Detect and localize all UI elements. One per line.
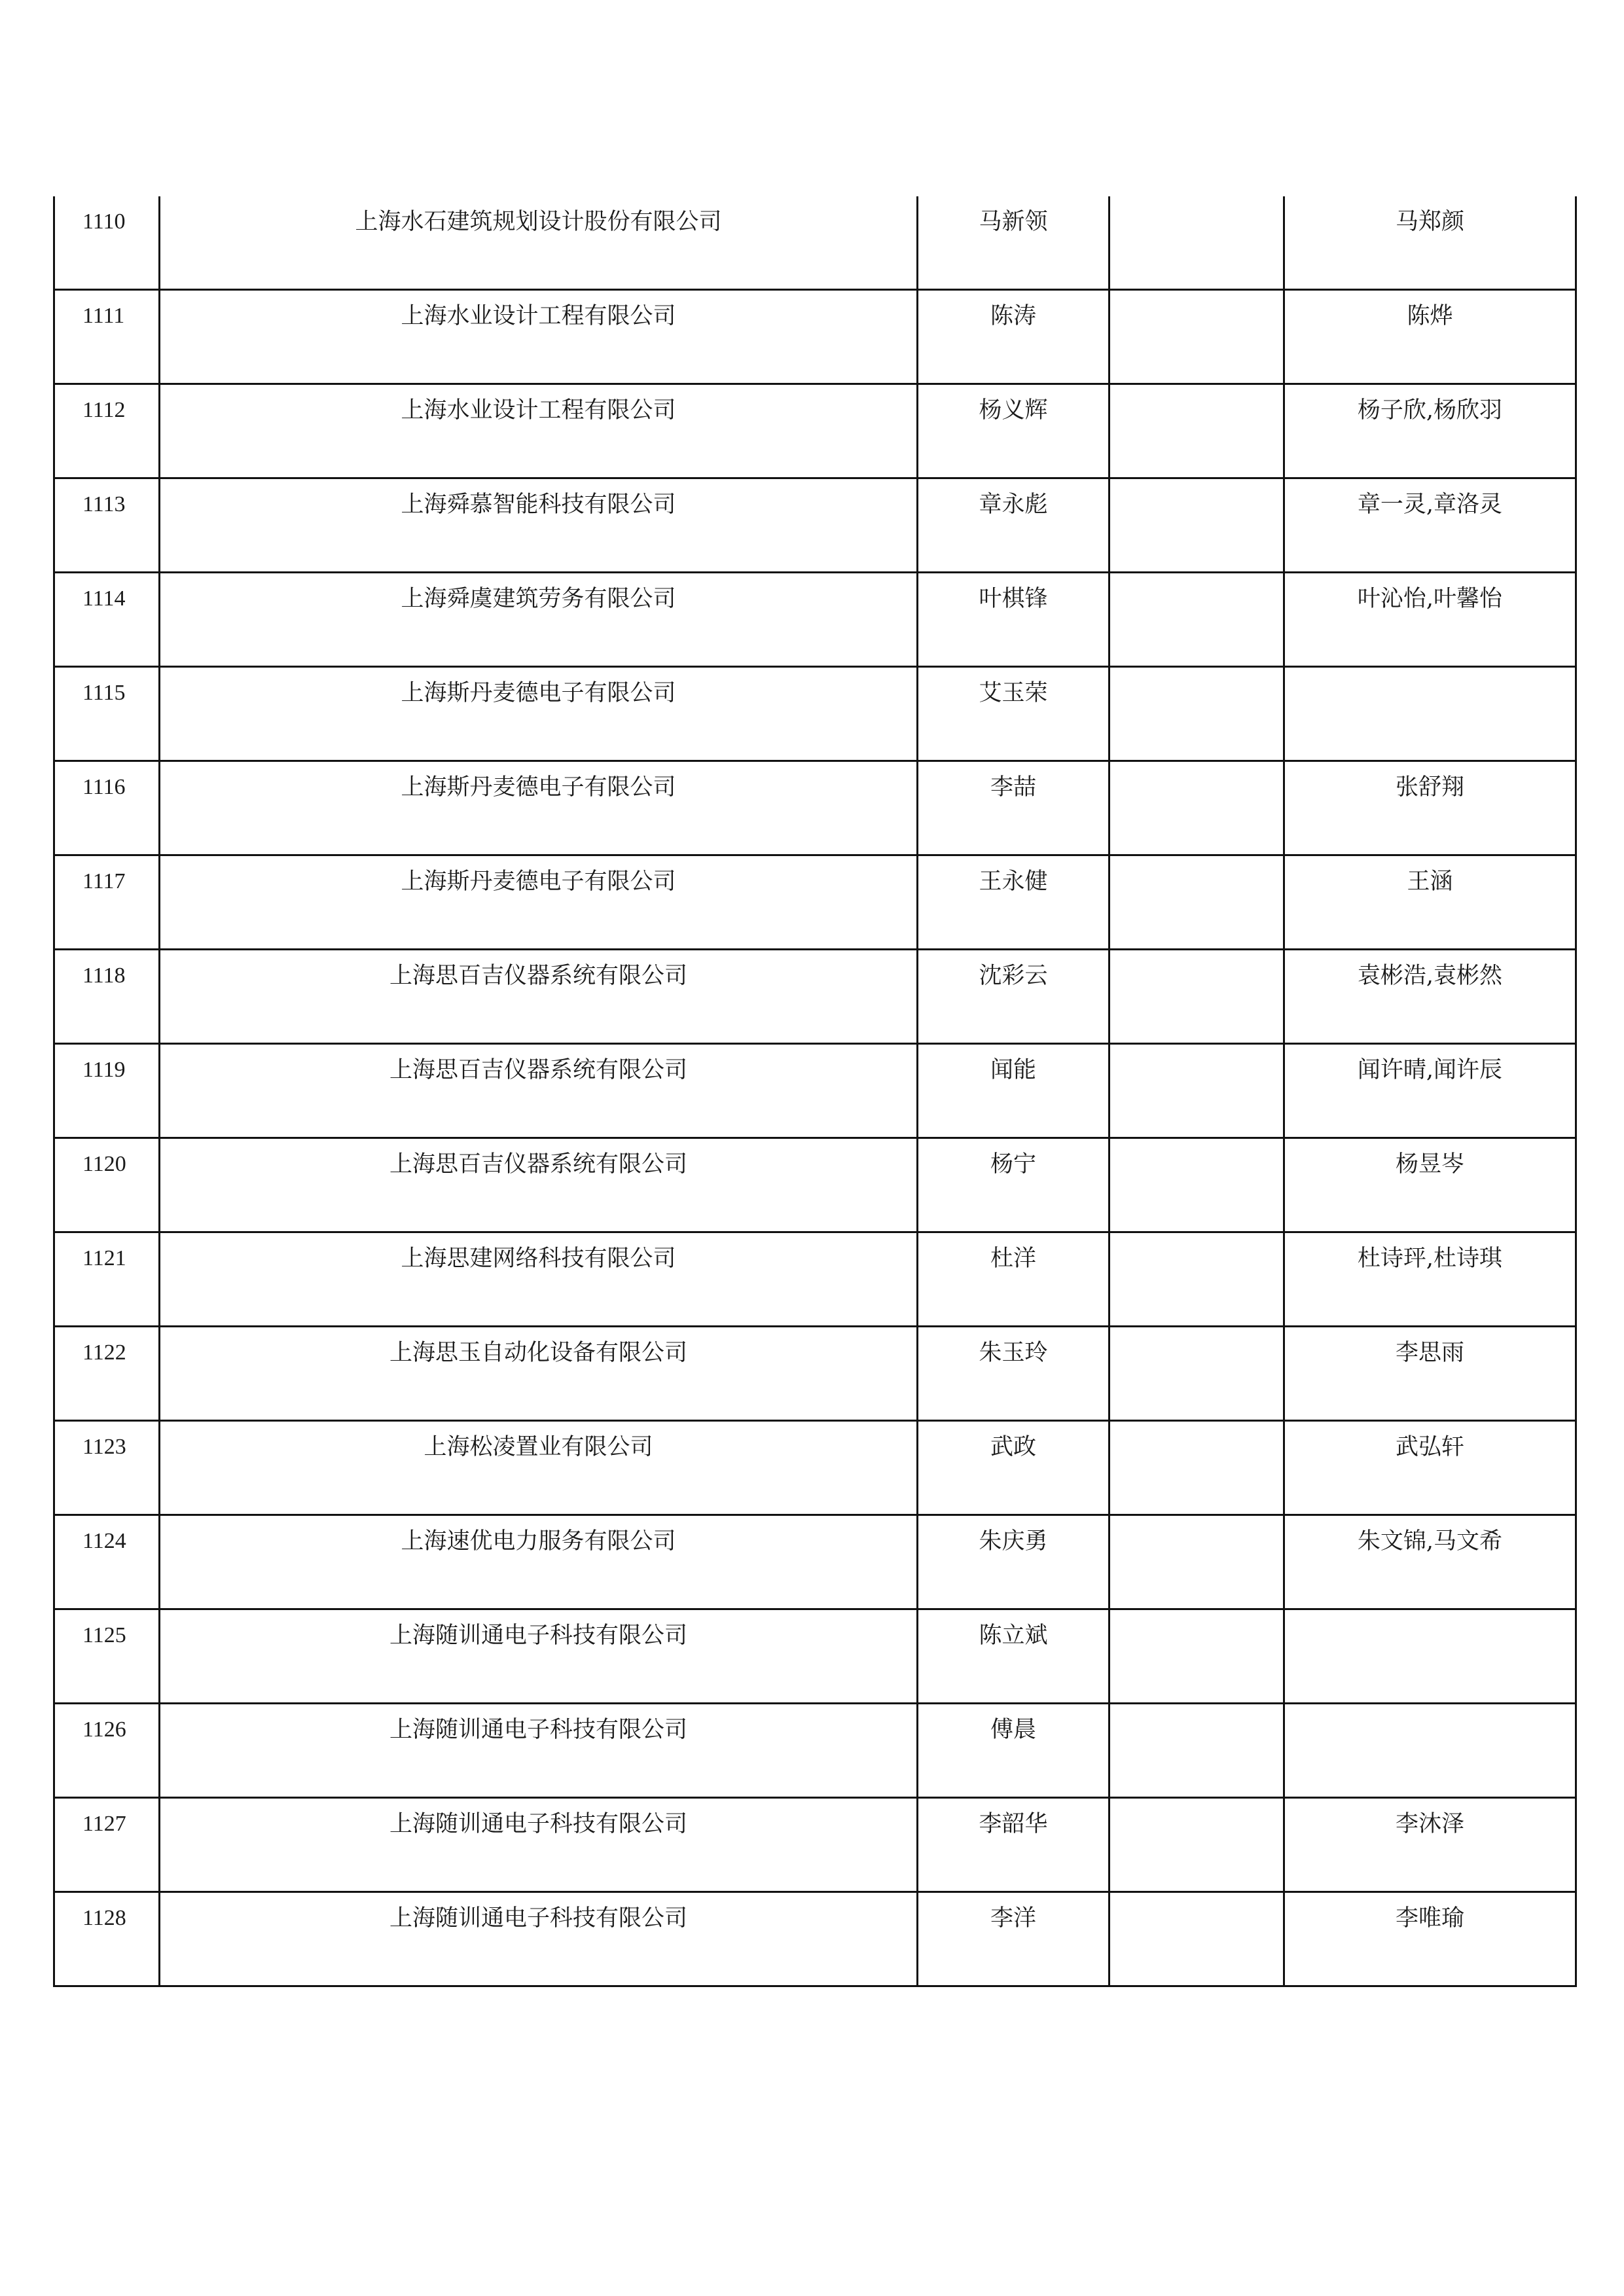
row-number-cell [54, 478, 160, 573]
family-names: 李思雨 [1395, 1340, 1464, 1366]
employee-name: 陈涛 [990, 303, 1036, 329]
row-number-cell [54, 196, 160, 290]
company-cell [160, 950, 918, 1044]
row-number: 1128 [82, 1906, 126, 1930]
table-row [54, 1704, 1576, 1798]
company-name: 上海水业设计工程有限公司 [401, 397, 676, 423]
family-cell [1284, 196, 1576, 290]
table-row [54, 1515, 1576, 1609]
empty-value [1110, 1516, 1283, 1530]
employee-cell [918, 667, 1110, 761]
table-row [54, 384, 1576, 478]
table-row [54, 761, 1576, 855]
employee-cell [918, 1138, 1110, 1232]
company-cell [160, 1421, 918, 1515]
family-names: 陈烨 [1407, 303, 1453, 329]
row-number-cell [54, 573, 160, 667]
employee-name: 杨宁 [990, 1151, 1036, 1177]
row-number-cell [54, 1327, 160, 1421]
empty-value [1110, 1704, 1283, 1719]
company-name: 上海随训通电子科技有限公司 [389, 1811, 687, 1837]
company-cell [160, 384, 918, 478]
family-cell [1284, 1515, 1576, 1609]
family-cell [1284, 1138, 1576, 1232]
row-number: 1114 [82, 586, 126, 611]
employee-name: 杨义辉 [979, 397, 1048, 423]
table-row [54, 855, 1576, 950]
table-row [54, 1421, 1576, 1515]
company-cell [160, 196, 918, 290]
company-name: 上海舜慕智能科技有限公司 [401, 492, 676, 518]
company-name: 上海思百吉仪器系统有限公司 [389, 1057, 687, 1083]
family-cell [1284, 1609, 1576, 1704]
family-cell [1284, 1327, 1576, 1421]
row-number: 1123 [82, 1435, 126, 1459]
family-names: 杨子欣,杨欣羽 [1357, 397, 1503, 423]
company-cell [160, 1232, 918, 1327]
employee-name: 武政 [990, 1434, 1036, 1460]
family-names: 章一灵,章洛灵 [1357, 492, 1503, 518]
row-number-cell [54, 1138, 160, 1232]
company-name: 上海斯丹麦德电子有限公司 [401, 774, 676, 800]
family-names: 马郑颜 [1395, 209, 1464, 235]
table-row [54, 1138, 1576, 1232]
row-number: 1115 [82, 681, 126, 705]
employee-name: 杜洋 [990, 1246, 1036, 1272]
company-name: 上海速优电力服务有限公司 [401, 1528, 676, 1554]
roster-table [53, 196, 1577, 1987]
row-number: 1120 [82, 1152, 126, 1176]
empty-cell [1110, 1515, 1284, 1609]
company-cell [160, 1044, 918, 1138]
family-cell [1284, 855, 1576, 950]
family-names: 武弘轩 [1395, 1434, 1464, 1460]
company-name: 上海松凌置业有限公司 [424, 1434, 653, 1460]
family-cell [1284, 1704, 1576, 1798]
row-number: 1112 [82, 398, 126, 422]
table-row [54, 950, 1576, 1044]
company-cell [160, 573, 918, 667]
table-row [54, 196, 1576, 290]
employee-name: 李洋 [990, 1905, 1036, 1931]
row-number-cell [54, 1044, 160, 1138]
row-number-cell [54, 761, 160, 855]
family-cell [1284, 384, 1576, 478]
family-cell [1284, 1892, 1576, 1986]
employee-name: 陈立斌 [979, 1623, 1048, 1649]
row-number: 1116 [82, 775, 126, 799]
row-number-cell [54, 855, 160, 950]
table-row [54, 1044, 1576, 1138]
company-name: 上海斯丹麦德电子有限公司 [401, 869, 676, 895]
family-names: 杨昱岑 [1395, 1151, 1464, 1177]
family-cell [1284, 1421, 1576, 1515]
company-cell [160, 1138, 918, 1232]
family-cell [1284, 667, 1576, 761]
empty-cell [1110, 1798, 1284, 1892]
company-cell [160, 290, 918, 384]
empty-cell [1110, 196, 1284, 290]
employee-cell [918, 1704, 1110, 1798]
employee-name: 王永健 [979, 869, 1048, 895]
row-number: 1125 [82, 1623, 126, 1647]
empty-value [1110, 856, 1283, 870]
table-row [54, 573, 1576, 667]
empty-value [1110, 1610, 1283, 1624]
empty-value [1110, 1422, 1283, 1436]
company-cell [160, 1798, 918, 1892]
employee-name: 李韶华 [979, 1811, 1048, 1837]
empty-cell [1110, 1892, 1284, 1986]
empty-cell [1110, 761, 1284, 855]
employee-cell [918, 1327, 1110, 1421]
employee-cell [918, 384, 1110, 478]
empty-value [1110, 196, 1283, 211]
row-number: 1111 [82, 304, 125, 328]
company-name: 上海随训通电子科技有限公司 [389, 1905, 687, 1931]
row-number-cell [54, 950, 160, 1044]
family-names: 闻许晴,闻许辰 [1357, 1057, 1503, 1083]
table-row [54, 1609, 1576, 1704]
row-number: 1124 [82, 1529, 126, 1553]
row-number: 1126 [82, 1717, 126, 1742]
empty-cell [1110, 1421, 1284, 1515]
row-number: 1121 [82, 1246, 126, 1270]
employee-cell [918, 1892, 1110, 1986]
row-number-cell [54, 1892, 160, 1986]
empty-value [1110, 1139, 1283, 1153]
employee-name: 沈彩云 [979, 963, 1048, 989]
row-number-cell [54, 667, 160, 761]
company-name: 上海水石建筑规划设计股份有限公司 [355, 209, 722, 235]
company-cell [160, 1515, 918, 1609]
company-name: 上海随训通电子科技有限公司 [389, 1623, 687, 1649]
company-cell [160, 855, 918, 950]
row-number-cell [54, 1421, 160, 1515]
employee-name: 艾玉荣 [979, 680, 1048, 706]
company-cell [160, 1704, 918, 1798]
employee-name: 叶棋锋 [979, 586, 1048, 612]
employee-cell [918, 1515, 1110, 1609]
roster-table-body [54, 196, 1576, 1986]
family-names: 叶沁怡,叶馨怡 [1357, 586, 1503, 612]
empty-value [1110, 1893, 1283, 1907]
row-number: 1119 [82, 1058, 126, 1082]
table-row [54, 667, 1576, 761]
empty-cell [1110, 384, 1284, 478]
company-cell [160, 761, 918, 855]
family-names: 袁彬浩,袁彬然 [1357, 963, 1503, 989]
empty-value [1110, 762, 1283, 776]
employee-cell [918, 1232, 1110, 1327]
family-cell [1284, 950, 1576, 1044]
empty-cell [1110, 478, 1284, 573]
row-number-cell [54, 290, 160, 384]
employee-cell [918, 1421, 1110, 1515]
family-cell [1284, 1232, 1576, 1327]
table-row [54, 290, 1576, 384]
empty-cell [1110, 290, 1284, 384]
empty-cell [1110, 1138, 1284, 1232]
row-number-cell [54, 1798, 160, 1892]
family-names [1285, 1610, 1575, 1624]
empty-value [1110, 668, 1283, 682]
family-names: 李唯瑜 [1395, 1905, 1464, 1931]
family-cell [1284, 761, 1576, 855]
company-cell [160, 1609, 918, 1704]
family-names [1285, 1704, 1575, 1719]
company-cell [160, 1327, 918, 1421]
family-names: 朱文锦,马文希 [1357, 1528, 1503, 1554]
row-number-cell [54, 1232, 160, 1327]
family-cell [1284, 1798, 1576, 1892]
empty-cell [1110, 1609, 1284, 1704]
table-row [54, 478, 1576, 573]
empty-cell [1110, 667, 1284, 761]
employee-cell [918, 950, 1110, 1044]
company-name: 上海思百吉仪器系统有限公司 [389, 963, 687, 989]
employee-cell [918, 478, 1110, 573]
family-cell [1284, 573, 1576, 667]
company-name: 上海水业设计工程有限公司 [401, 303, 676, 329]
empty-value [1110, 950, 1283, 965]
employee-name: 李喆 [990, 774, 1036, 800]
family-cell [1284, 1044, 1576, 1138]
employee-cell [918, 761, 1110, 855]
empty-value [1110, 1799, 1283, 1813]
table-row [54, 1798, 1576, 1892]
employee-name: 朱庆勇 [979, 1528, 1048, 1554]
family-names: 王涵 [1407, 869, 1453, 895]
empty-value [1110, 385, 1283, 399]
employee-cell [918, 855, 1110, 950]
company-cell [160, 478, 918, 573]
company-name: 上海舜虞建筑劳务有限公司 [401, 586, 676, 612]
empty-value [1110, 479, 1283, 493]
row-number-cell [54, 384, 160, 478]
company-name: 上海斯丹麦德电子有限公司 [401, 680, 676, 706]
empty-cell [1110, 573, 1284, 667]
empty-cell [1110, 1704, 1284, 1798]
table-row [54, 1232, 1576, 1327]
employee-cell [918, 1044, 1110, 1138]
employee-cell [918, 196, 1110, 290]
employee-name: 傅晨 [990, 1717, 1036, 1743]
family-names: 杜诗玶,杜诗琪 [1357, 1246, 1503, 1272]
employee-name: 朱玉玲 [979, 1340, 1048, 1366]
empty-value [1110, 1327, 1283, 1342]
family-names [1285, 668, 1575, 682]
empty-value [1110, 573, 1283, 588]
empty-value [1110, 1233, 1283, 1247]
empty-cell [1110, 950, 1284, 1044]
table-row [54, 1327, 1576, 1421]
empty-cell [1110, 855, 1284, 950]
family-names: 张舒翔 [1395, 774, 1464, 800]
family-names: 李沐泽 [1395, 1811, 1464, 1837]
table-row [54, 1892, 1576, 1986]
row-number: 1117 [82, 869, 126, 893]
empty-value [1110, 1045, 1283, 1059]
employee-name: 章永彪 [979, 492, 1048, 518]
row-number-cell [54, 1515, 160, 1609]
company-cell [160, 667, 918, 761]
row-number: 1110 [82, 209, 126, 234]
employee-name: 马新领 [979, 209, 1048, 235]
company-name: 上海思玉自动化设备有限公司 [389, 1340, 687, 1366]
row-number: 1127 [82, 1812, 126, 1836]
empty-cell [1110, 1327, 1284, 1421]
row-number: 1118 [82, 963, 126, 988]
family-cell [1284, 478, 1576, 573]
empty-cell [1110, 1232, 1284, 1327]
empty-value [1110, 291, 1283, 305]
employee-name: 闻能 [990, 1057, 1036, 1083]
row-number-cell [54, 1704, 160, 1798]
company-name: 上海思百吉仪器系统有限公司 [389, 1151, 687, 1177]
row-number-cell [54, 1609, 160, 1704]
employee-cell [918, 290, 1110, 384]
row-number: 1122 [82, 1340, 126, 1365]
company-cell [160, 1892, 918, 1986]
employee-cell [918, 1609, 1110, 1704]
empty-cell [1110, 1044, 1284, 1138]
employee-cell [918, 1798, 1110, 1892]
company-name: 上海随训通电子科技有限公司 [389, 1717, 687, 1743]
employee-cell [918, 573, 1110, 667]
row-number: 1113 [82, 492, 126, 516]
family-cell [1284, 290, 1576, 384]
company-name: 上海思建网络科技有限公司 [401, 1246, 676, 1272]
